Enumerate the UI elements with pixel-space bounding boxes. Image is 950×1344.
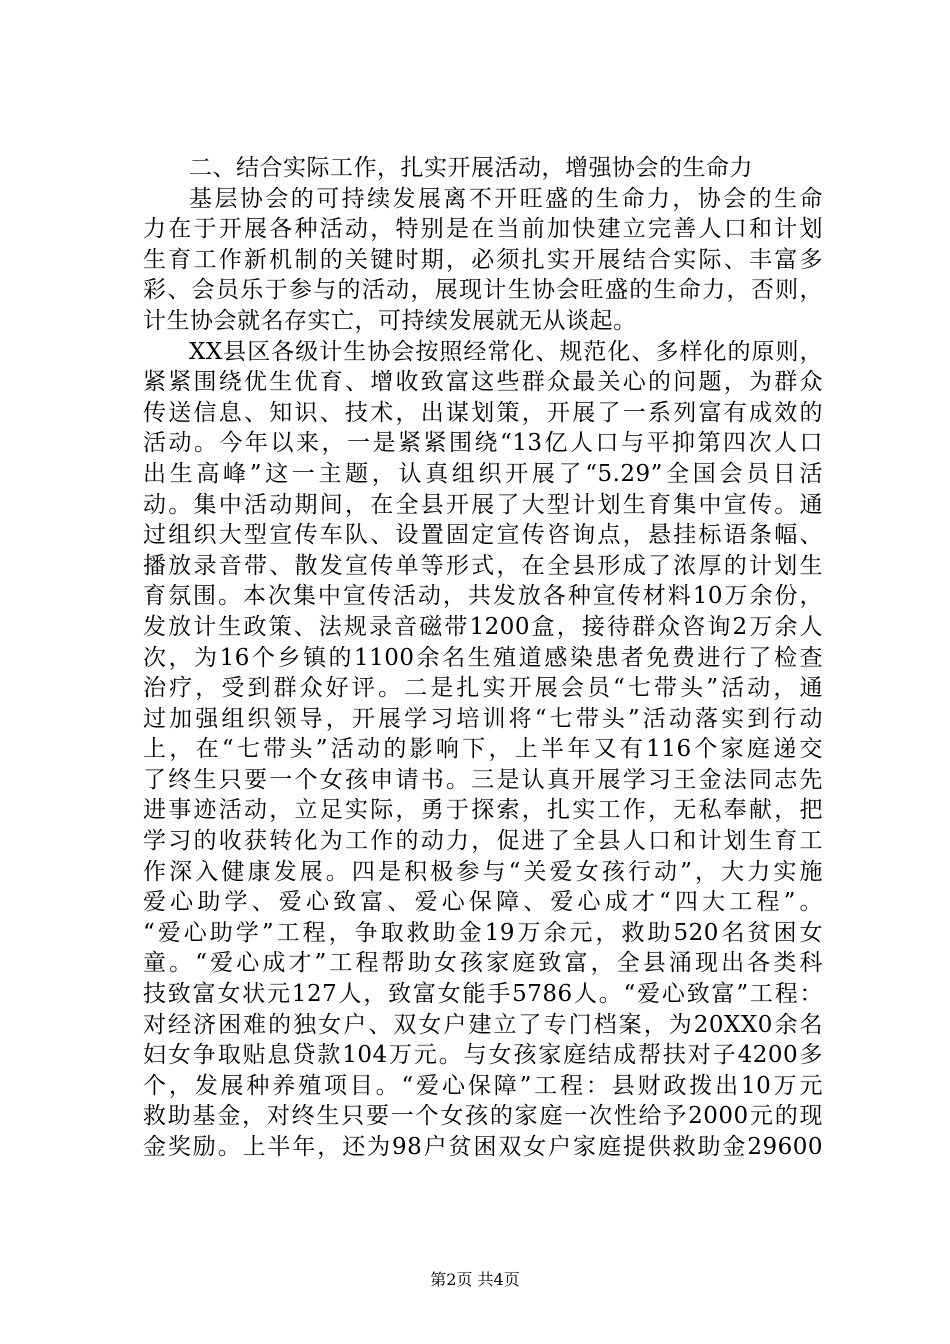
paragraph-line: 学习的收获转化为工作的动力，促进了全县人口和计划生育工	[143, 828, 823, 855]
paragraph-line: 次，为16个乡镇的1100余名生殖道感染患者免费进行了检查	[143, 644, 823, 671]
paragraph-line: 力在于开展各种活动，特别是在当前加快建立完善人口和计划	[143, 216, 823, 243]
page-number-footer: 第2页 共4页	[430, 1270, 520, 1289]
paragraph-line: 播放录音带、散发宣传单等形式，在全县形成了浓厚的计划生	[143, 552, 823, 579]
paragraph-line: 紧紧围绕优生优育、增收致富这些群众最关心的问题，为群众	[143, 369, 823, 396]
paragraph-line: 技致富女状元127人，致富女能手5786人。“爱心致富”工程：	[143, 981, 823, 1008]
paragraph-line: 作深入健康发展。四是积极参与“关爱女孩行动”，大力实施	[143, 858, 823, 885]
paragraph-line: 童。“爱心成才”工程帮助女孩家庭致富，全县涌现出各类科	[143, 950, 823, 977]
paragraph-line: 传送信息、知识、技术，出谋划策，开展了一系列富有成效的	[143, 399, 823, 426]
paragraph-line: 彩、会员乐于参与的活动，展现计生协会旺盛的生命力，否则，	[143, 277, 823, 304]
paragraph-line: 了终生只要一个女孩申请书。三是认真开展学习王金法同志先	[143, 766, 823, 793]
paragraph-line: 计生协会就名存实亡，可持续发展就无从谈起。	[143, 307, 637, 334]
paragraph-line: 进事迹活动，立足实际，勇于探索，扎实工作，无私奉献，把	[143, 797, 823, 824]
paragraph-line: 动。集中活动期间，在全县开展了大型计划生育集中宣传。通	[143, 491, 823, 518]
paragraph-line: “爱心助学”工程，争取救助金19万余元，救助520名贫困女	[143, 919, 823, 946]
paragraph-line: 金奖励。上半年，还为98户贫困双女户家庭提供救助金29600	[143, 1134, 823, 1160]
paragraph-line: 基层协会的可持续发展离不开旺盛的生命力，协会的生命	[189, 185, 823, 212]
paragraph-line: XX县区各级计生协会按照经常化、规范化、多样化的原则，	[189, 338, 823, 365]
paragraph-line: 发放计生政策、法规录音磁带1200盒，接待群众咨询2万余人	[143, 613, 823, 640]
paragraph-line: 育氛围。本次集中宣传活动，共发放各种宣传材料10万余份，	[143, 583, 823, 610]
paragraph-line: 过加强组织领导，开展学习培训将“七带头”活动落实到行动	[143, 705, 823, 732]
paragraph-line: 救助基金，对终生只要一个女孩的家庭一次性给予2000元的现	[143, 1103, 823, 1130]
document-body	[143, 153, 823, 1163]
paragraph-line: 出生高峰”这一主题，认真组织开展了“5.29”全国会员日活	[143, 460, 823, 487]
section-heading: 二、结合实际工作，扎实开展活动，增强协会的生命力	[189, 155, 753, 181]
paragraph-line: 上，在“七带头”活动的影响下，上半年又有116个家庭递交	[143, 736, 823, 763]
paragraph-line: 治疗，受到群众好评。二是扎实开展会员“七带头”活动，通	[143, 675, 823, 702]
paragraph-line: 爱心助学、爱心致富、爱心保障、爱心成才“四大工程”。	[143, 889, 823, 916]
paragraph-line: 个，发展种养殖项目。“爱心保障”工程：县财政拨出10万元	[143, 1072, 823, 1099]
paragraph-line: 生育工作新机制的关键时期，必须扎实开展结合实际、丰富多	[143, 246, 823, 273]
paragraph-line: 过组织大型宣传车队、设置固定宣传咨询点，悬挂标语条幅、	[143, 522, 823, 549]
paragraph-line: 活动。今年以来，一是紧紧围绕“13亿人口与平抑第四次人口	[143, 430, 823, 457]
paragraph-line: 对经济困难的独女户、双女户建立了专门档案，为20XX0余名	[143, 1011, 823, 1038]
paragraph-line: 妇女争取贴息贷款104万元。与女孩家庭结成帮扶对子4200多	[143, 1042, 823, 1069]
